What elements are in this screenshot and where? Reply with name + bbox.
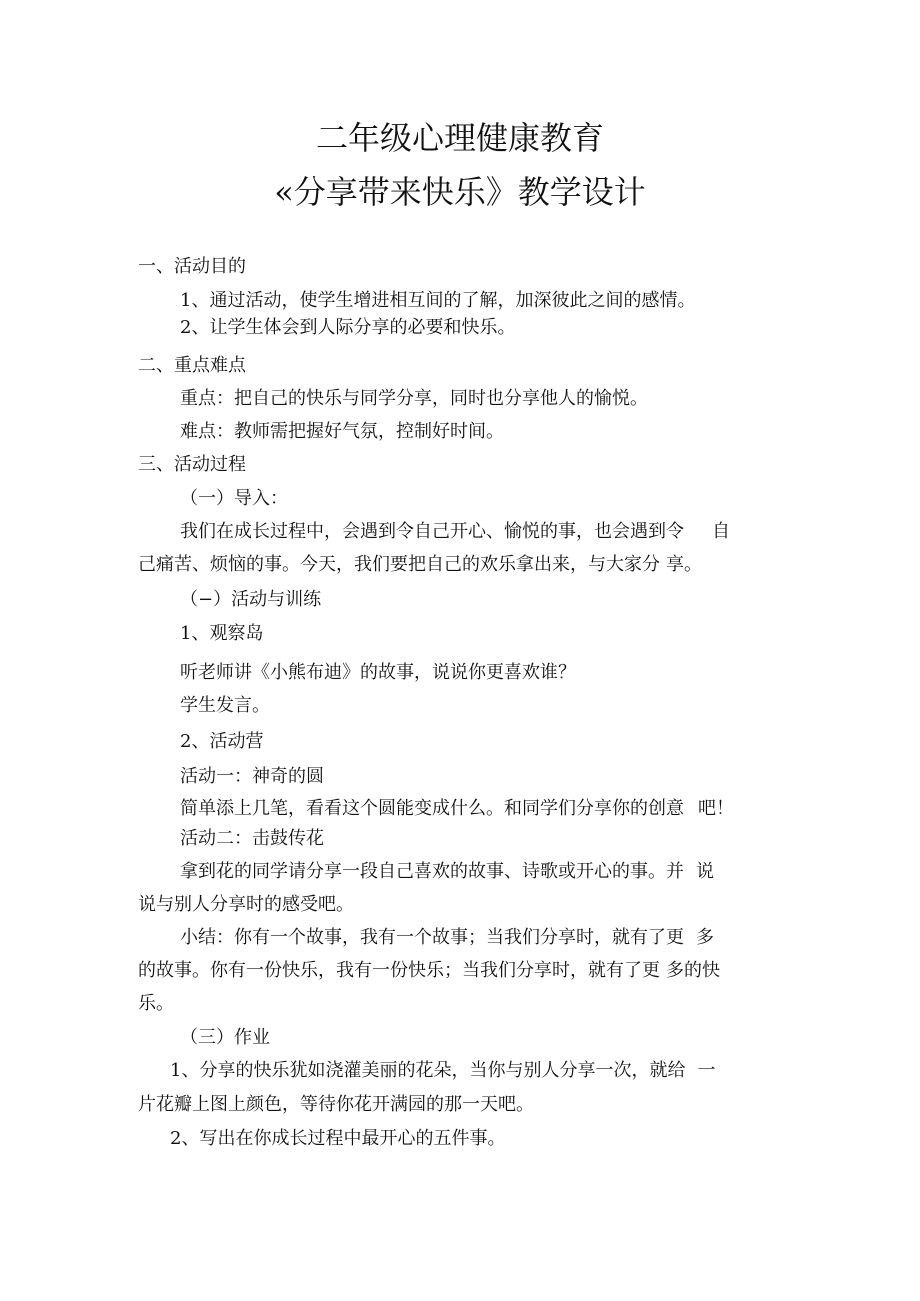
activity-camp-heading: 2、活动营 — [180, 731, 264, 752]
activity2-description-line2: 说与别人分享时的感受吧。 — [138, 894, 354, 915]
observation-heading: 1、观察岛 — [180, 623, 264, 644]
objective-item-2: 2、让学生体会到人际分享的必要和快乐。 — [180, 317, 516, 338]
document-title-line2: «分享带来快乐》教学设计 — [274, 173, 646, 211]
activity1-title: 活动一：神奇的圆 — [180, 766, 324, 787]
summary-line3: 乐。 — [138, 993, 174, 1014]
homework-heading: （三）作业 — [180, 1027, 270, 1048]
summary-line1: 小结：你有一个故事，我有一个故事；当我们分享时，就有了更 多 — [180, 927, 714, 948]
observation-answer: 学生发言。 — [180, 695, 270, 716]
homework-item1-line2: 片花瓣上图上颜色，等待你花开满园的那一天吧。 — [138, 1094, 534, 1115]
intro-paragraph-line2: 己痛苦、烦恼的事。今天，我们要把自己的欢乐拿出来，与大家分 享。 — [138, 554, 702, 575]
key-point: 重点：把自己的快乐与同学分享，同时也分享他人的愉悦。 — [180, 388, 648, 409]
section1-heading: 一、活动目的 — [138, 256, 246, 277]
document-title-line1: 二年级心理健康教育 — [315, 119, 604, 157]
homework-item1-line1: 1、分享的快乐犹如浇灌美丽的花朵，当你与别人分享一次，就给 一 — [170, 1060, 716, 1081]
intro-paragraph-line1: 我们在成长过程中，会遇到令自己开心、愉悦的事，也会遇到令 自 — [180, 521, 730, 542]
difficulty-point: 难点：教师需把握好气氛，控制好时间。 — [180, 421, 504, 442]
activity2-description-line1: 拿到花的同学请分享一段自己喜欢的故事、诗歌或开心的事。并 说 — [180, 861, 714, 882]
intro-heading: （一）导入： — [180, 488, 288, 509]
section3-heading: 三、活动过程 — [138, 454, 246, 475]
activity2-title: 活动二：击鼓传花 — [180, 828, 324, 849]
observation-question: 听老师讲《小熊布迪》的故事，说说你更喜欢谁？ — [180, 662, 576, 683]
activity1-description: 简单添上几笔，看看这个圆能变成什么。和同学们分享你的创意 吧！ — [180, 798, 734, 819]
homework-item2: 2、写出在你成长过程中最开心的五件事。 — [170, 1128, 506, 1149]
summary-line2: 的故事。你有一份快乐，我有一份快乐；当我们分享时，就有了更 多的快 — [138, 960, 720, 981]
activity-heading: （−）活动与训练 — [180, 589, 322, 610]
objective-item-1: 1、通过活动，使学生增进相互间的了解，加深彼此之间的感情。 — [180, 290, 696, 311]
section2-heading: 二、重点难点 — [138, 355, 246, 376]
